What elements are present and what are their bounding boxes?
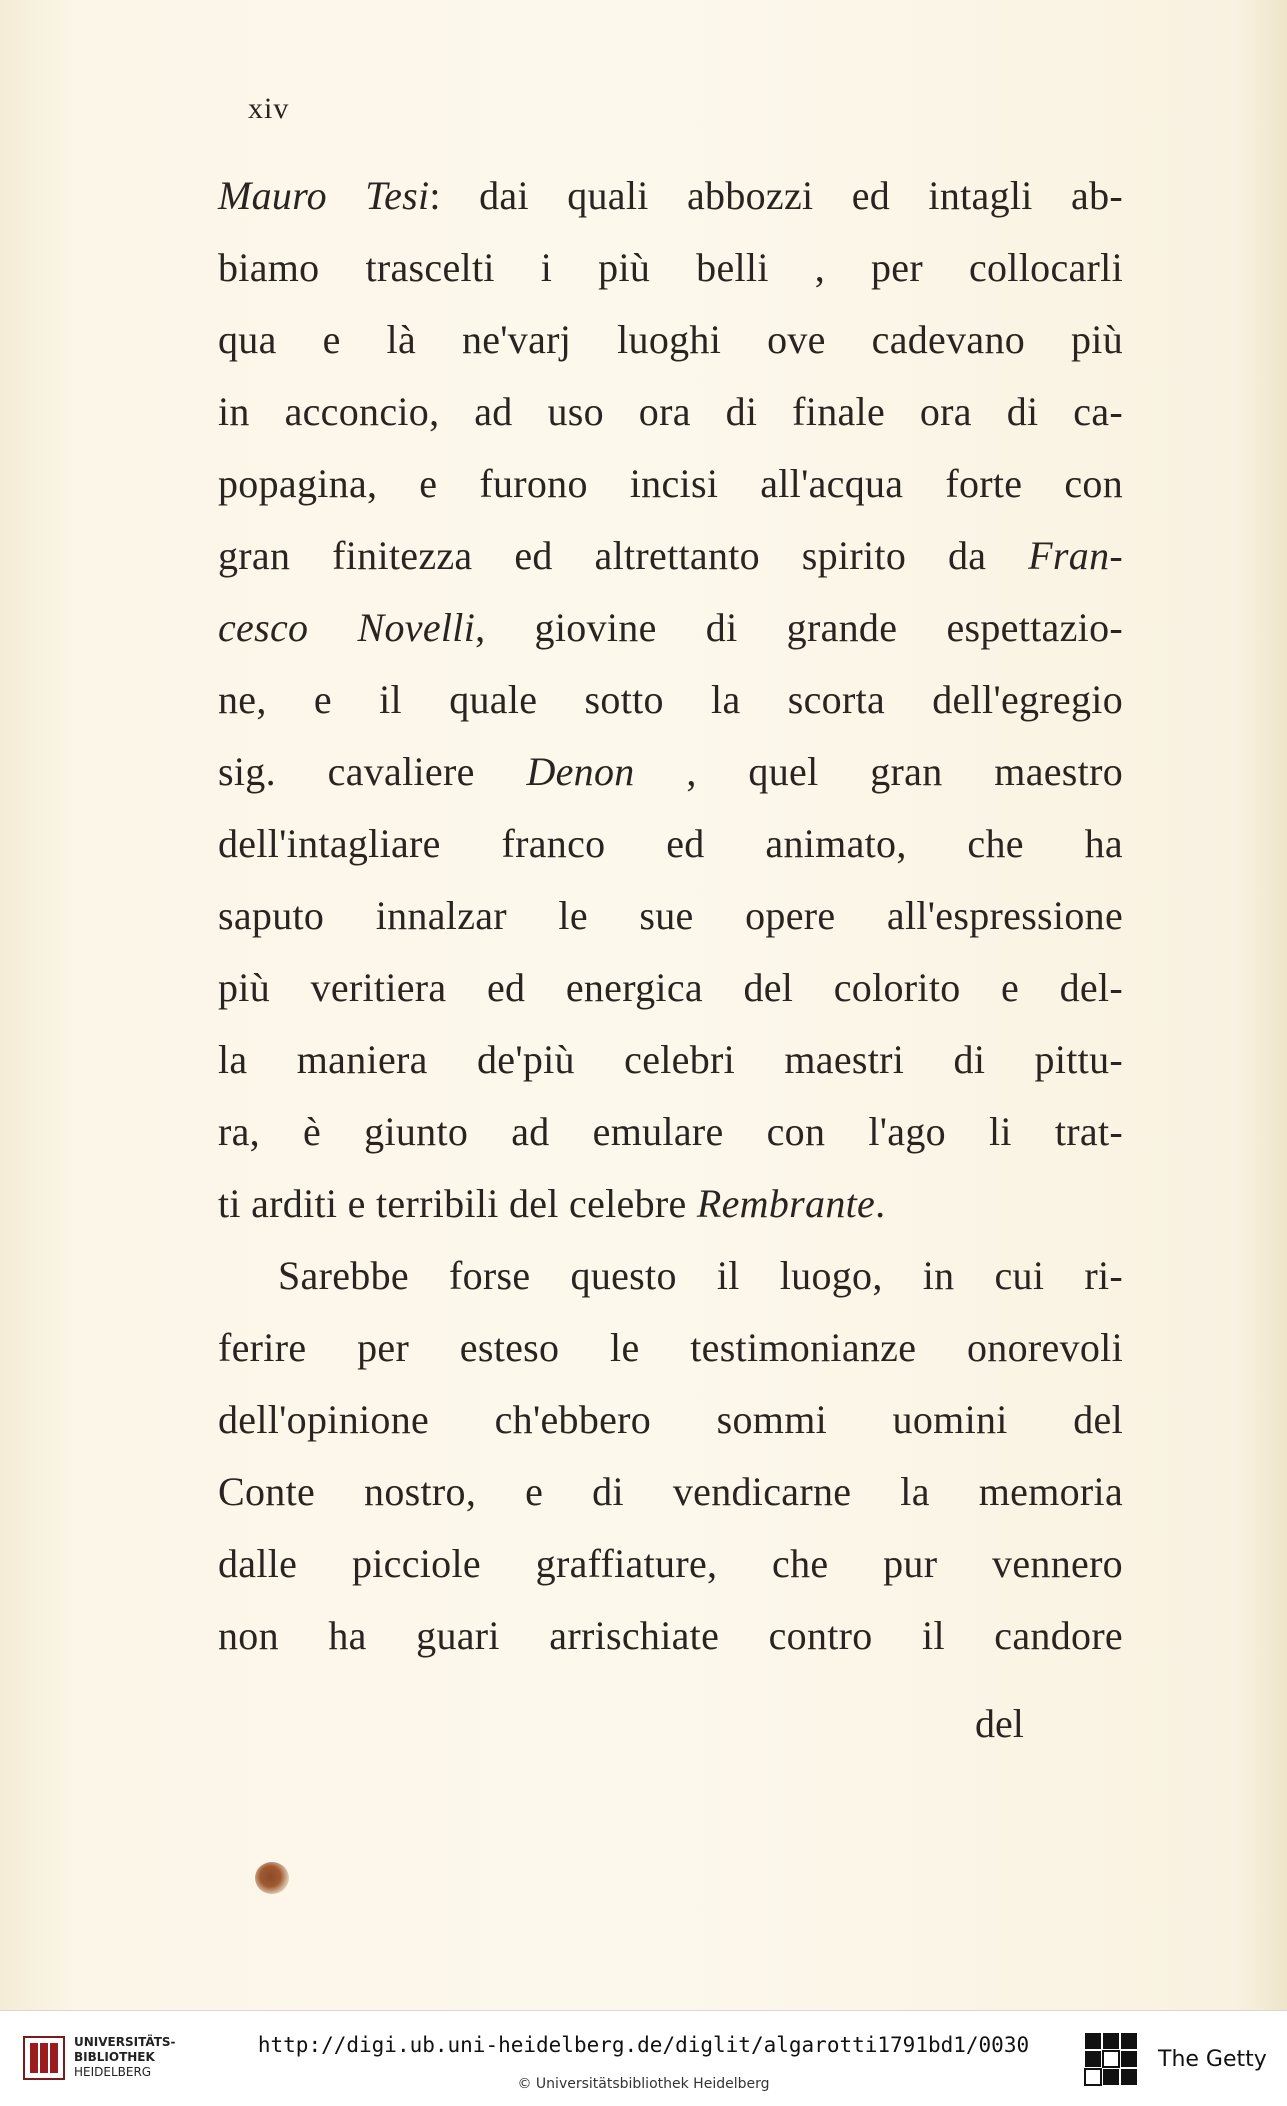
text-line	[218, 520, 1123, 592]
text-line	[218, 1312, 1123, 1384]
text-segment: dell'opinione ch'ebbero sommi uomini del	[218, 1397, 1123, 1442]
library-name-line1: UNIVERSITÄTS-	[74, 2035, 176, 2049]
text-segment: saputo innalzar le sue opere all'espressione	[218, 893, 1123, 938]
text-segment: : dai quali abbozzi ed intagli ab-	[429, 173, 1123, 218]
paper-stain	[255, 1862, 289, 1894]
italic-name: Mauro Tesi	[218, 173, 430, 218]
text-line	[218, 1168, 1123, 1240]
text-line	[218, 232, 1123, 304]
text-segment: , quel gran maestro	[634, 749, 1124, 794]
text-segment: dalle picciole graffiature, che pur vennero	[218, 1541, 1123, 1586]
italic-name: Rembrante	[696, 1181, 876, 1226]
text-segment: qua e là ne'varj luoghi ove cadevano più	[218, 317, 1123, 362]
text-segment: più veritiera ed energica del colorito e del-	[218, 965, 1123, 1010]
italic-name: cesco Novelli	[218, 605, 476, 650]
text-line	[218, 1096, 1123, 1168]
text-segment: in acconcio, ad uso ora di finale ora di ca-	[218, 389, 1123, 434]
italic-name: Fran-	[1028, 533, 1123, 578]
text-line	[218, 664, 1123, 736]
page-number: xiv	[248, 92, 290, 125]
partner-name: The Getty	[1158, 2047, 1267, 2072]
text-line	[218, 160, 1123, 232]
text-segment: sig. cavaliere	[218, 749, 527, 794]
text-line	[218, 1456, 1123, 1528]
text-segment: ra, è giunto ad emulare con l'ago li trat-	[218, 1109, 1123, 1154]
text-segment: gran finitezza ed altrettanto spirito da	[218, 533, 1029, 578]
italic-name: Denon	[526, 749, 635, 794]
text-line	[218, 1024, 1123, 1096]
text-line	[218, 1600, 1123, 1672]
text-line	[218, 1384, 1123, 1456]
text-segment: biamo trascelti i più belli , per collocarli	[218, 245, 1123, 290]
copyright-notice: © Universitätsbibliothek Heidelberg	[517, 2076, 770, 2092]
text-segment: .	[875, 1181, 886, 1226]
text-segment: ne, e il quale sotto la scorta dell'egregio	[218, 677, 1123, 722]
getty-logo-icon	[1083, 2031, 1139, 2087]
text-line	[218, 376, 1123, 448]
text-line	[218, 736, 1123, 808]
text-segment: ferire per esteso le testimonianze onorevoli	[218, 1325, 1123, 1370]
text-segment: non ha guari arrischiate contro il candore	[218, 1613, 1123, 1658]
text-segment: popagina, e furono incisi all'acqua forte con	[218, 461, 1123, 506]
text-segment: , giovine di grande espettazio-	[475, 605, 1123, 650]
text-line	[218, 1240, 1123, 1312]
library-name-line2: BIBLIOTHEK	[74, 2050, 155, 2064]
catchword: del	[975, 1701, 1024, 1746]
text-line	[218, 808, 1123, 880]
permalink-url[interactable]: http://digi.ub.uni-heidelberg.de/diglit/algarotti1791bd1/0030	[257, 2033, 1030, 2057]
text-line	[218, 952, 1123, 1024]
text-line	[218, 304, 1123, 376]
body-text	[218, 160, 1123, 1672]
text-line	[218, 448, 1123, 520]
text-segment: ti arditi e terribili del celebre	[218, 1181, 697, 1226]
text-line	[218, 880, 1123, 952]
library-name-line3: HEIDELBERG	[74, 2065, 152, 2079]
footer-bar	[0, 2010, 1287, 2106]
text-segment: dell'intagliare franco ed animato, che ha	[218, 821, 1123, 866]
text-line	[218, 592, 1123, 664]
text-segment: la maniera de'più celebri maestri di pittu-	[218, 1037, 1123, 1082]
text-line	[218, 1528, 1123, 1600]
text-segment: Sarebbe forse questo il luogo, in cui ri-	[278, 1253, 1123, 1298]
text-segment: Conte nostro, e di vendicarne la memoria	[218, 1469, 1123, 1514]
